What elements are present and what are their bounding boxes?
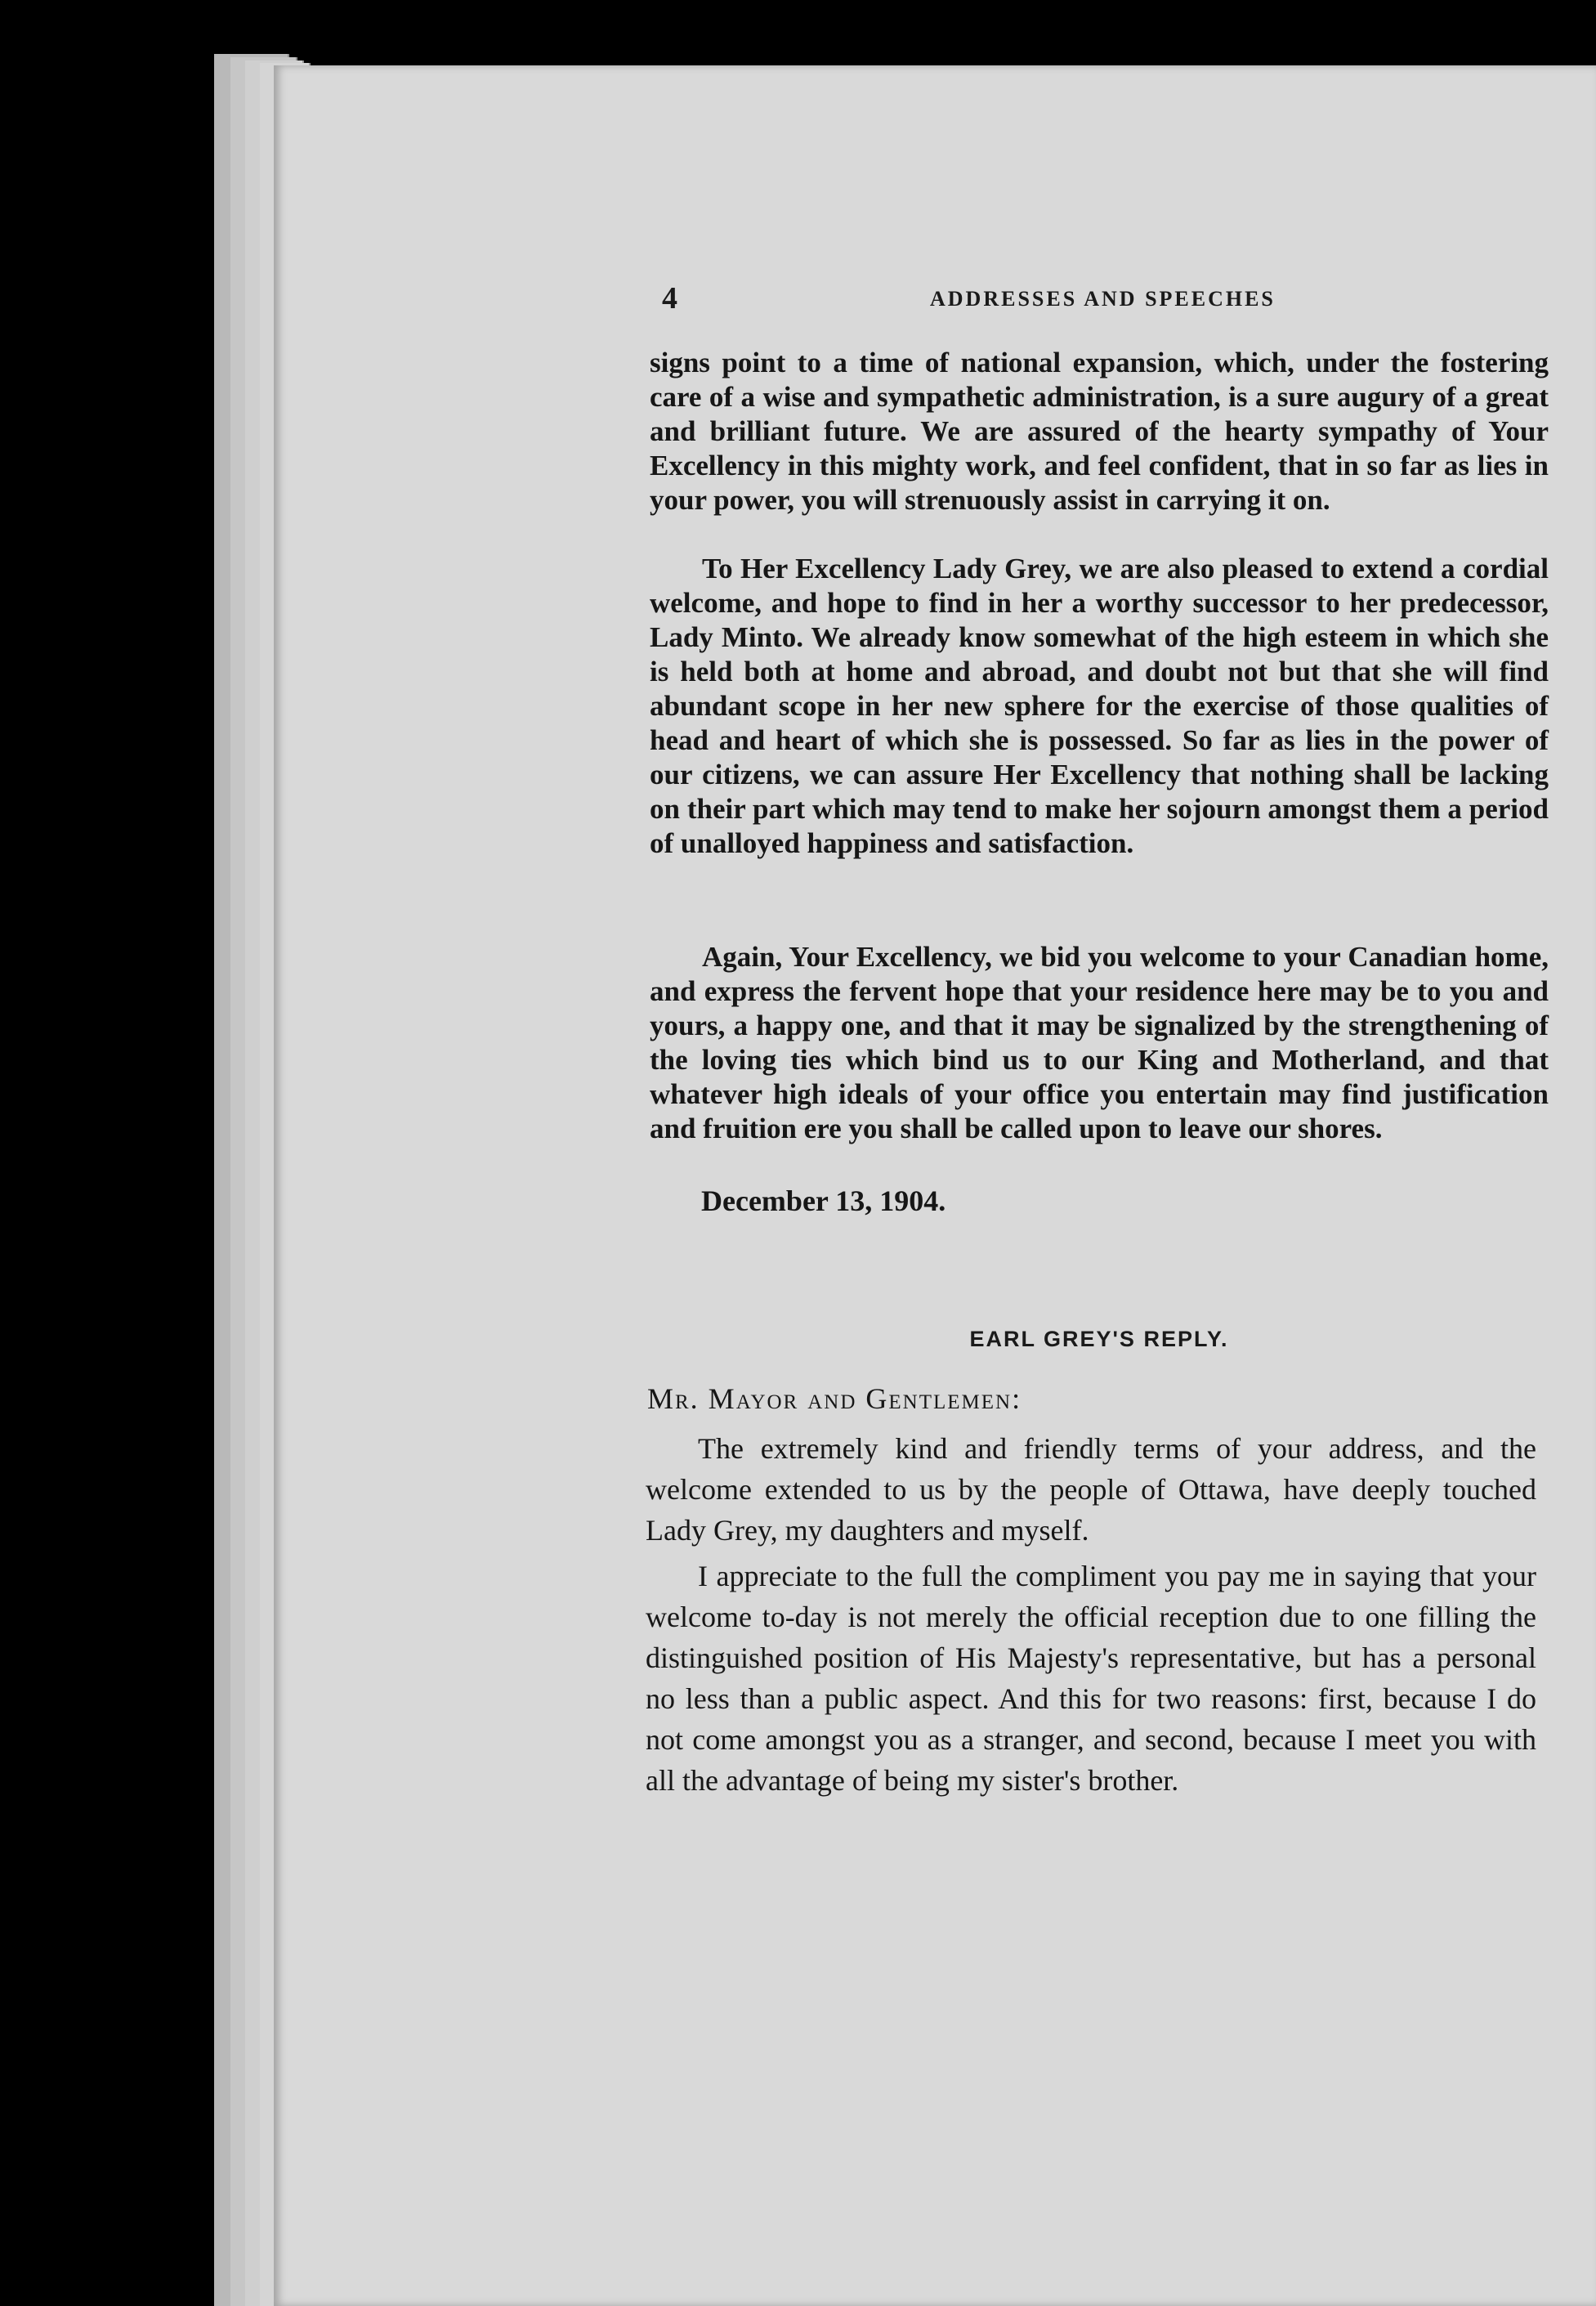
address-date: December 13, 1904. xyxy=(701,1184,946,1217)
address-paragraph-2: To Her Excellency Lady Grey, we are also pleased to extend a cordial welcome, and hope to find in her a worthy successor to her predecessor, Lady Minto. We already know somewhat of the high esteem in which she is held both at home and abroad, and doubt not but that she will find abundant scope in her new sphere for the exercise of those qualities of head and heart of which she is possessed. So far as lies in the power of our citizens, we can assure Her Excellency that nothing shall be lacking on their part which may tend to make her sojourn amongst them a period of unalloyed happiness and satisfaction. xyxy=(650,553,1549,859)
salutation: Mr. Mayor and Gentlemen: xyxy=(647,1382,1022,1415)
reply-paragraph-2: I appreciate to the full the compliment you pay me in saying that your welcome to-day is not merely the official reception due to one filling the distinguished position of His Majesty's representative, but has a personal no less than a public aspect. And this for two reasons: first, because I do not come amongst you as a stranger, and second, because I meet you with all the advantage of being my sister's brother. xyxy=(646,1560,1536,1797)
reply-heading: EARL GREY'S REPLY. xyxy=(969,1327,1229,1351)
page-number: 4 xyxy=(662,281,677,316)
address-paragraph-3: Again, Your Excellency, we bid you welcome to your Canadian home, and express the fervent hope that your residence here may be to you and yours, a happy one, and that it may be signalized by the strengthening of the loving ties which bind us to our King and Motherland, and that whatever high ideals of your office you entertain may find justification and fruition ere you shall be called upon to leave our shores. xyxy=(650,941,1549,1144)
address-paragraph-1: signs point to a time of national expansion, which, under the fostering care of a wise and sympathetic administration, is a sure augury of a great and brilliant future. We are assured of the hearty sympathy of Your Excellency in this mighty work, and feel confident, that in so far as lies in your power, you will strenuously assist in carrying it on. xyxy=(650,347,1549,516)
running-head xyxy=(662,280,1561,316)
reply-paragraph-1: The extremely kind and friendly terms of your address, and the welcome extended to us by the people of Ottawa, have deeply touched Lady Grey, my daughters and myself. xyxy=(646,1432,1536,1547)
running-head-title: ADDRESSES AND SPEECHES xyxy=(930,287,1276,311)
